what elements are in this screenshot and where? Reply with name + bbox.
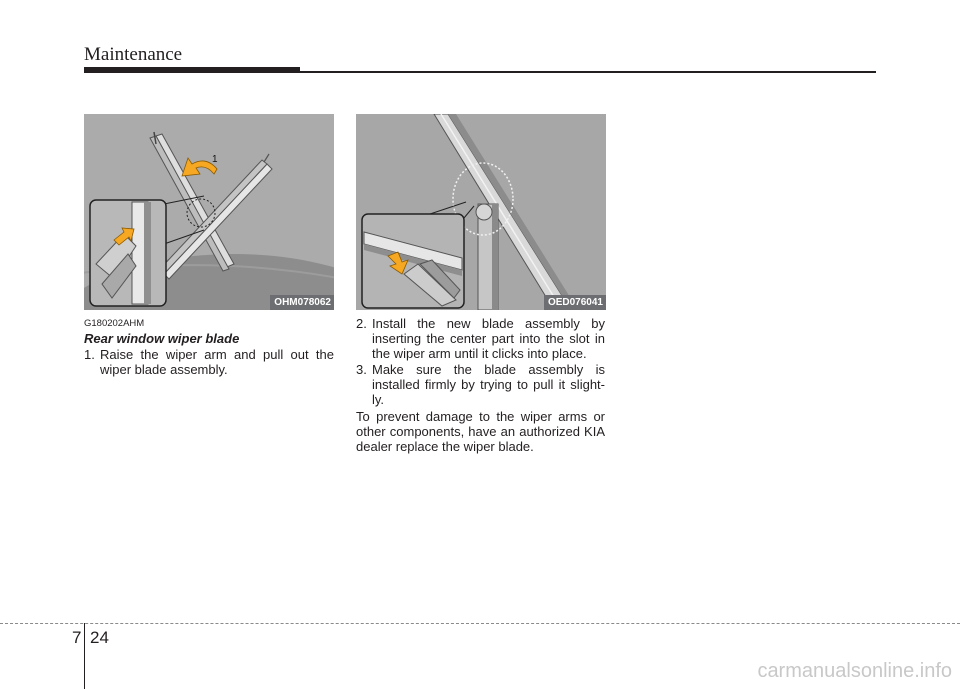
figure-rear-wiper-raise	[84, 114, 334, 310]
chapter-number: 7	[72, 628, 82, 647]
instruction-step-2	[356, 316, 605, 361]
watermark: carmanualsonline.info	[757, 660, 952, 682]
inset-detail	[362, 214, 464, 308]
figure-callout-1: 1	[212, 154, 218, 165]
instruction-step-3	[356, 362, 605, 407]
header-rule-thick	[84, 67, 300, 73]
page-header-title: Maintenance	[84, 44, 183, 65]
header-rule-thin	[300, 71, 876, 73]
wiper-raise-illustration	[84, 114, 334, 310]
section-heading: Rear window wiper blade	[84, 331, 240, 346]
step-number: 3.	[356, 362, 367, 377]
instruction-step-1	[84, 347, 334, 377]
step-number: 2.	[356, 316, 367, 331]
blade-install-illustration	[356, 114, 606, 310]
step-text: Make sure the blade assembly is installed firmly by trying to pull it slight-ly.	[372, 362, 605, 407]
caution-note: To prevent damage to the wiper arms or other components, have an authorized KIA dealer replace the wiper blade.	[356, 409, 605, 454]
wiper-arm-vertical	[476, 204, 498, 310]
figure-blade-install	[356, 114, 606, 310]
figure-code: OED076041	[544, 295, 606, 310]
footer-divider	[84, 623, 85, 689]
document-code: G180202AHM	[84, 318, 145, 329]
step-text: Install the new blade assembly by inserting the center part into the slot in the wiper arm until it clicks into place.	[372, 316, 605, 361]
step-number: 1.	[84, 347, 95, 362]
figure-code: OHM078062	[270, 295, 334, 310]
inset-detail	[90, 200, 166, 306]
step-text: Raise the wiper arm and pull out the wiper blade assembly.	[100, 347, 334, 377]
page-number: 24	[90, 628, 109, 647]
footer-rule	[0, 623, 960, 624]
